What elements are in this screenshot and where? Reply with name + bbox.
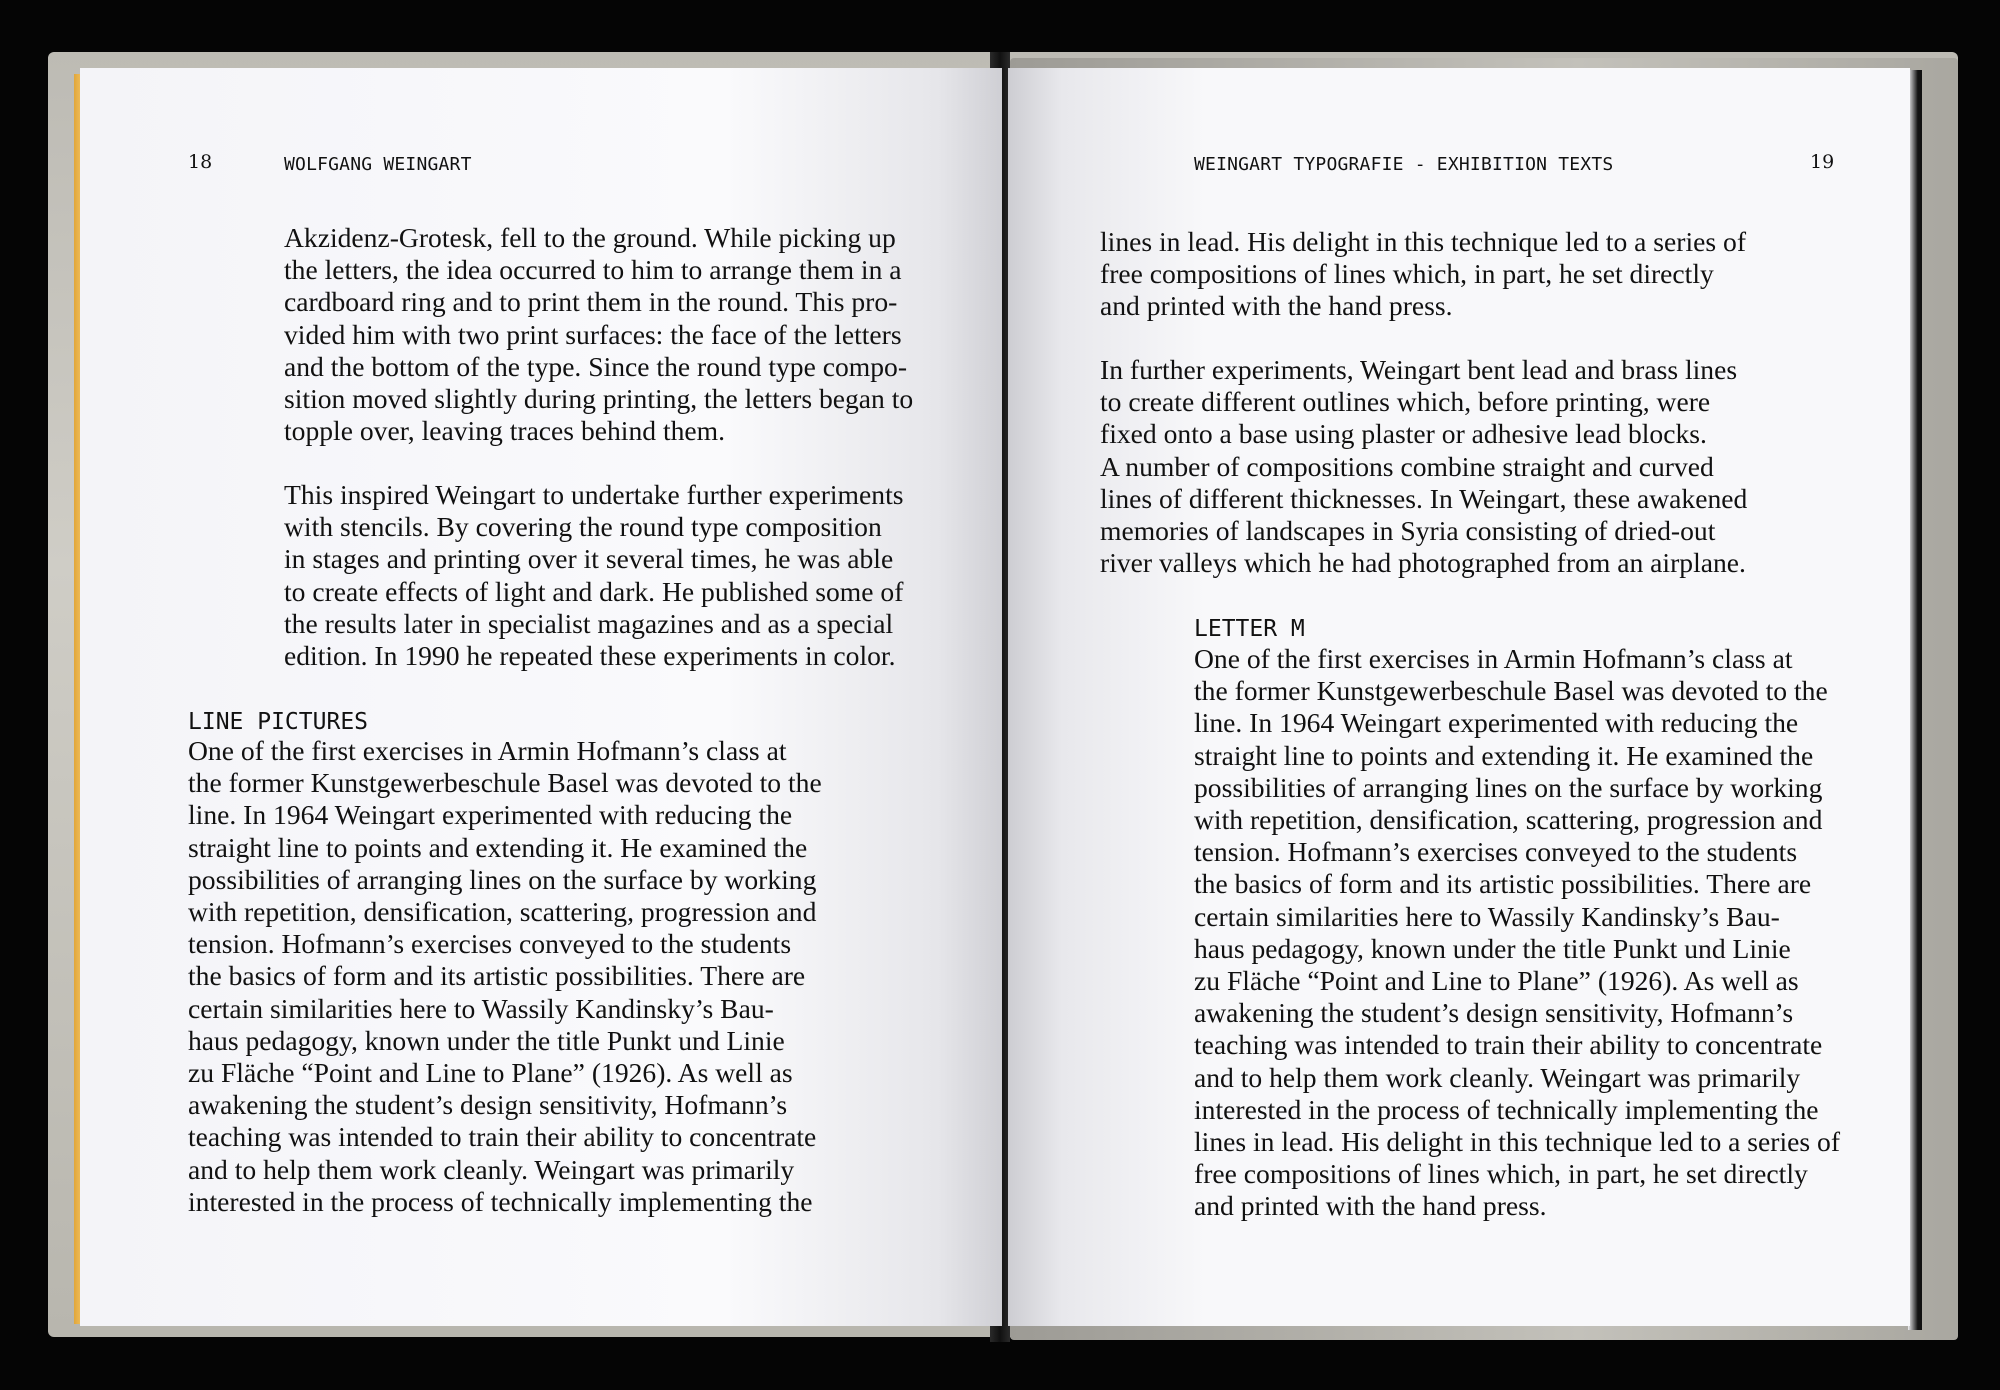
page-edge-right (1908, 70, 1922, 1330)
left-page (80, 68, 1002, 1326)
text-line: teaching was intended to train their ability to concentrate (1194, 1029, 1823, 1061)
right-paragraph-2 (1100, 354, 1820, 579)
text-line: with stencils. By covering the round type composition (284, 511, 882, 543)
text-line: awakening the student’s design sensitivity, Hofmann’s (1194, 997, 1794, 1029)
right-paragraph-1 (1100, 226, 1820, 323)
text-line: and printed with the hand press. (1194, 1190, 1547, 1222)
text-line: One of the first exercises in Armin Hofmann’s class at (188, 735, 787, 766)
left-paragraph-1 (284, 222, 1002, 447)
text-line: and the bottom of the type. Since the round type compo- (284, 350, 908, 382)
left-paragraph-2 (284, 479, 1002, 672)
text-line: fixed onto a base using plaster or adhesive lead blocks. (1100, 418, 1707, 450)
text-line: straight line to points and extending it. He examined the (188, 831, 808, 863)
right-running-head: WEINGART TYPOGRAFIE - EXHIBITION TEXTS (1194, 154, 1614, 175)
text-line: free compositions of lines which, in part, he set directly (1194, 1158, 1808, 1190)
text-line: Akzidenz-Grotesk, fell to the ground. While picking up (284, 222, 896, 253)
text-line: interested in the process of technically implementing the (1194, 1093, 1819, 1125)
text-line: to create effects of light and dark. He published some of (284, 575, 904, 607)
text-line: free compositions of lines which, in part, he set directly (1100, 258, 1714, 290)
text-line: and to help them work cleanly. Weingart was primarily (1194, 1061, 1801, 1093)
text-line: memories of landscapes in Syria consisting of dried-out (1100, 515, 1716, 547)
left-paragraph-3 (188, 735, 908, 1218)
right-page (1008, 68, 1910, 1326)
text-line: certain similarities here to Wassily Kandinsky’s Bau- (1194, 900, 1780, 932)
text-line: with repetition, densification, scattering, progression and (188, 896, 817, 928)
text-line: river valleys which he had photographed from an airplane. (1100, 547, 1746, 579)
text-line: the former Kunstgewerbeschule Basel was devoted to the (188, 767, 822, 799)
text-line: edition. In 1990 he repeated these experiments in color. (284, 640, 896, 672)
text-line: teaching was intended to train their ability to concentrate (188, 1121, 817, 1153)
text-line: straight line to points and extending it. He examined the (1194, 739, 1814, 771)
section-heading-line-pictures: LINE PICTURES (188, 709, 369, 735)
text-line: the basics of form and its artistic possibilities. There are (188, 960, 806, 992)
text-line: In further experiments, Weingart bent lead and brass lines (1100, 354, 1738, 385)
text-line: lines in lead. His delight in this technique led to a series of (1194, 1126, 1841, 1158)
text-line: line. In 1964 Weingart experimented with reducing the (1194, 707, 1799, 739)
text-line: This inspired Weingart to undertake further experiments (284, 479, 904, 510)
text-line: haus pedagogy, known under the title Punkt und Linie (1194, 932, 1791, 964)
text-line: cardboard ring and to print them in the round. This pro- (284, 286, 898, 318)
text-line: the letters, the idea occurred to him to arrange them in a (284, 254, 902, 286)
text-line: to create different outlines which, before printing, were (1100, 386, 1711, 418)
text-line: lines in lead. His delight in this technique led to a series of (1100, 226, 1747, 257)
text-line: zu Fläche “Point and Line to Plane” (1926). As well as (1194, 965, 1799, 997)
text-line: zu Fläche “Point and Line to Plane” (1926). As well as (188, 1057, 793, 1089)
text-line: A number of compositions combine straight and curved (1100, 450, 1714, 482)
text-line: in stages and printing over it several times, he was able (284, 543, 894, 575)
text-line: with repetition, densification, scattering, progression and (1194, 804, 1823, 836)
left-running-head: WOLFGANG WEINGART (284, 154, 472, 175)
text-line: haus pedagogy, known under the title Punkt und Linie (188, 1024, 785, 1056)
text-line: certain similarities here to Wassily Kandinsky’s Bau- (188, 992, 774, 1024)
left-page-number: 18 (188, 151, 213, 173)
text-line: possibilities of arranging lines on the surface by working (1194, 771, 1823, 803)
text-line: lines of different thicknesses. In Weingart, these awakened (1100, 482, 1748, 514)
text-line: the former Kunstgewerbeschule Basel was devoted to the (1194, 675, 1828, 707)
text-line: and printed with the hand press. (1100, 290, 1453, 322)
text-line: the basics of form and its artistic possibilities. There are (1194, 868, 1812, 900)
text-line: awakening the student’s design sensitivity, Hofmann’s (188, 1089, 788, 1121)
text-line: and to help them work cleanly. Weingart was primarily (188, 1153, 795, 1185)
text-line: interested in the process of technically implementing the (188, 1185, 813, 1217)
right-paragraph-3 (1194, 643, 1910, 1223)
right-page-number: 19 (1810, 151, 1835, 173)
text-line: tension. Hofmann’s exercises conveyed to the students (188, 928, 792, 960)
text-line: line. In 1964 Weingart experimented with reducing the (188, 799, 793, 831)
text-line: sition moved slightly during printing, the letters began to (284, 383, 914, 415)
text-line: topple over, leaving traces behind them. (284, 415, 726, 447)
text-line: One of the first exercises in Armin Hofmann’s class at (1194, 643, 1793, 674)
section-heading-letter-m: LETTER M (1194, 616, 1305, 642)
text-line: the results later in specialist magazines and as a special (284, 607, 894, 639)
text-line: vided him with two print surfaces: the face of the letters (284, 318, 902, 350)
text-line: tension. Hofmann’s exercises conveyed to the students (1194, 836, 1798, 868)
text-line: possibilities of arranging lines on the surface by working (188, 863, 817, 895)
